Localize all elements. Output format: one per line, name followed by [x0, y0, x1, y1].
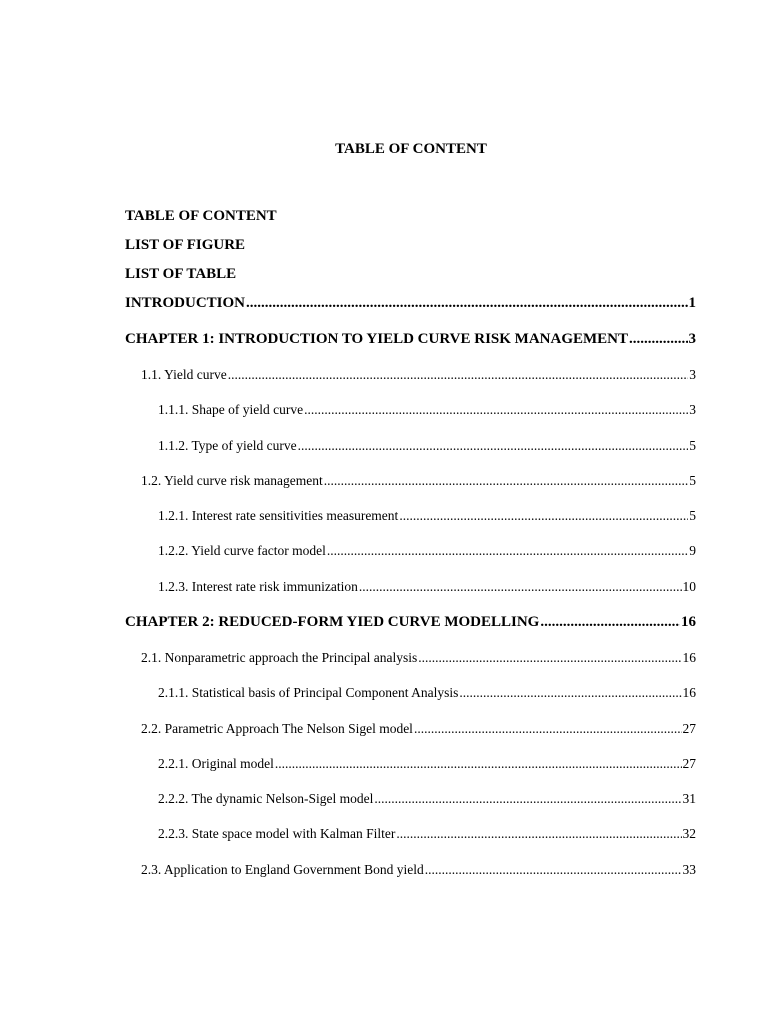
toc-entry-label: 2.3. Application to England Government Bond yield — [141, 862, 424, 877]
toc-page-number: 27 — [682, 756, 696, 771]
toc-page-number: 3 — [689, 402, 696, 417]
toc-entry-introduction[interactable] — [125, 293, 696, 313]
toc-entry-section[interactable] — [141, 365, 696, 385]
toc-page-number: 16 — [682, 650, 696, 665]
toc-entry-chapter-2[interactable] — [125, 612, 696, 632]
toc-page-number: 33 — [682, 862, 696, 877]
toc-page-number: 3 — [689, 367, 696, 382]
dot-leader — [275, 754, 682, 774]
toc-entry-label: 2.1.1. Statistical basis of Principal Component Analysis — [158, 685, 459, 700]
toc-entry-label: 1.1.1. Shape of yield curve — [158, 402, 304, 417]
dot-leader — [246, 293, 687, 313]
toc-entry-label: CHAPTER 2: REDUCED-FORM YIED CURVE MODELLING — [125, 614, 540, 630]
toc-entry-subsection[interactable] — [158, 683, 696, 703]
toc-entry-subsection[interactable] — [158, 577, 696, 597]
toc-entry-section[interactable] — [141, 648, 696, 668]
dot-leader — [374, 789, 681, 809]
toc-entry-subsection[interactable] — [158, 754, 696, 774]
toc-entry-label: INTRODUCTION — [125, 295, 246, 311]
dot-leader — [298, 436, 689, 456]
toc-entry-label: 1.2.3. Interest rate risk immunization — [158, 579, 358, 594]
toc-entry-label: 1.2.1. Interest rate sensitivities measurement — [158, 508, 399, 523]
toc-entry-subsection[interactable] — [158, 436, 696, 456]
toc-entry-subsection[interactable] — [158, 789, 696, 809]
toc-front-matter-item[interactable]: TABLE OF CONTENT — [125, 208, 277, 224]
toc-entry-section[interactable] — [141, 471, 696, 491]
toc-entry-label: 1.2. Yield curve risk management — [141, 473, 323, 488]
dot-leader — [324, 471, 689, 491]
toc-page-number: 31 — [682, 791, 696, 806]
dot-leader — [414, 719, 682, 739]
toc-page-number: 5 — [689, 473, 696, 488]
toc-page-number: 5 — [689, 508, 696, 523]
toc-entry-subsection[interactable] — [158, 506, 696, 526]
toc-page-number: 5 — [689, 438, 696, 453]
dot-leader — [425, 860, 682, 880]
toc-entry-section[interactable] — [141, 860, 696, 880]
toc-page-number: 9 — [689, 543, 696, 558]
toc-front-matter-item[interactable]: LIST OF TABLE — [125, 266, 237, 282]
toc-entry-label: 1.2.2. Yield curve factor model — [158, 543, 326, 558]
dot-leader — [629, 329, 688, 349]
dot-leader — [304, 400, 688, 420]
toc-entry-label: 2.1. Nonparametric approach the Principal analysis — [141, 650, 418, 665]
toc-page-number: 1 — [688, 295, 696, 311]
toc-page-number: 10 — [682, 579, 696, 594]
toc-entry-label: 1.1. Yield curve — [141, 367, 227, 382]
toc-entry-chapter-1[interactable] — [125, 329, 696, 349]
toc-page-number: 32 — [682, 826, 696, 841]
toc-page-number: 3 — [688, 331, 696, 347]
toc-entry-section[interactable] — [141, 719, 696, 739]
toc-entry-label: CHAPTER 1: INTRODUCTION TO YIELD CURVE RISK MANAGEMENT — [125, 331, 628, 347]
dot-leader — [327, 541, 688, 561]
dot-leader — [396, 824, 681, 844]
toc-front-matter-item[interactable]: LIST OF FIGURE — [125, 237, 246, 253]
toc-entry-label: 2.2. Parametric Approach The Nelson Sigel model — [141, 721, 413, 736]
toc-entry-label: 1.1.2. Type of yield curve — [158, 438, 297, 453]
toc-entry-subsection[interactable] — [158, 541, 696, 561]
page-title: TABLE OF CONTENT — [335, 141, 487, 157]
toc-entry-subsection[interactable] — [158, 824, 696, 844]
toc-entry-label: 2.2.3. State space model with Kalman Filter — [158, 826, 396, 841]
dot-leader — [359, 577, 682, 597]
dot-leader — [418, 648, 681, 668]
dot-leader — [540, 612, 680, 632]
dot-leader — [459, 683, 681, 703]
toc-entry-label: 2.2.1. Original model — [158, 756, 274, 771]
toc-entry-label: 2.2.2. The dynamic Nelson-Sigel model — [158, 791, 374, 806]
dot-leader — [228, 365, 689, 385]
toc-page-number: 27 — [682, 721, 696, 736]
toc-entry-subsection[interactable] — [158, 400, 696, 420]
toc-page-number: 16 — [681, 614, 696, 630]
dot-leader — [399, 506, 688, 526]
toc-page-number: 16 — [682, 685, 696, 700]
